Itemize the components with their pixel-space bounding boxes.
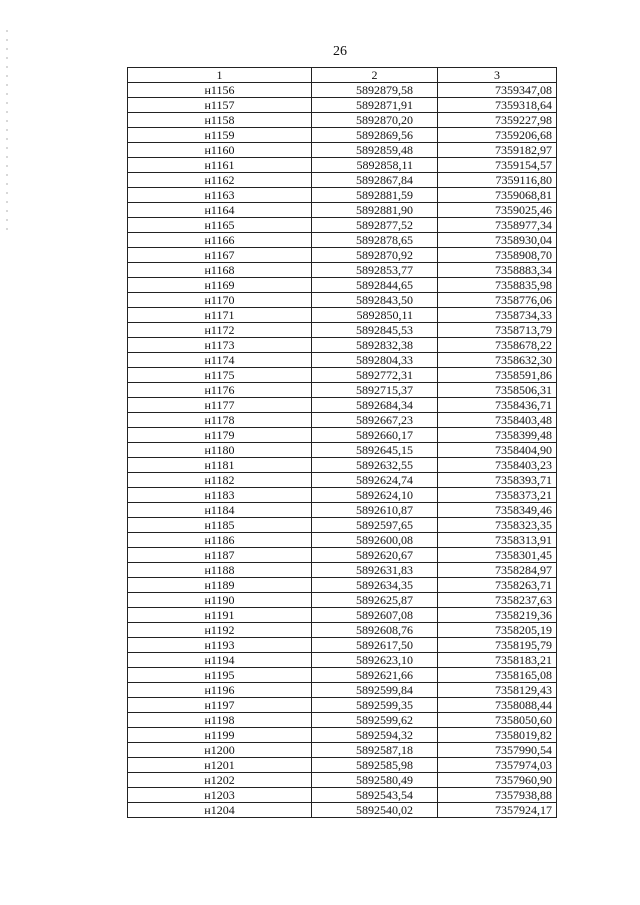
- y-coordinate-cell: 7358908,70: [438, 248, 557, 263]
- x-coordinate-cell: 5892804,33: [312, 353, 438, 368]
- table-row: [128, 323, 557, 338]
- table-row: [128, 713, 557, 728]
- y-coordinate-cell: 7358219,36: [438, 608, 557, 623]
- y-coordinate-cell: 7359347,08: [438, 83, 557, 98]
- scan-margin-marks: [6, 30, 8, 230]
- y-coordinate-cell: 7358263,71: [438, 578, 557, 593]
- point-id-cell: н1180: [128, 443, 312, 458]
- point-id-cell: н1189: [128, 578, 312, 593]
- table-row: [128, 458, 557, 473]
- table-row: [128, 578, 557, 593]
- point-id-cell: н1191: [128, 608, 312, 623]
- x-coordinate-cell: 5892599,62: [312, 713, 438, 728]
- table-row: [128, 803, 557, 818]
- x-coordinate-cell: 5892594,32: [312, 728, 438, 743]
- table-row: [128, 728, 557, 743]
- y-coordinate-cell: 7357974,03: [438, 758, 557, 773]
- table-row: [128, 398, 557, 413]
- x-coordinate-cell: 5892871,91: [312, 98, 438, 113]
- point-id-cell: н1186: [128, 533, 312, 548]
- y-coordinate-cell: 7358506,31: [438, 383, 557, 398]
- point-id-cell: н1184: [128, 503, 312, 518]
- y-coordinate-cell: 7358883,34: [438, 263, 557, 278]
- table-row: [128, 773, 557, 788]
- table-row: [128, 98, 557, 113]
- x-coordinate-cell: 5892867,84: [312, 173, 438, 188]
- table-row: [128, 188, 557, 203]
- x-coordinate-cell: 5892580,49: [312, 773, 438, 788]
- table-row: [128, 638, 557, 653]
- point-id-cell: н1166: [128, 233, 312, 248]
- point-id-cell: н1176: [128, 383, 312, 398]
- point-id-cell: н1195: [128, 668, 312, 683]
- point-id-cell: н1172: [128, 323, 312, 338]
- x-coordinate-cell: 5892587,18: [312, 743, 438, 758]
- x-coordinate-cell: 5892877,52: [312, 218, 438, 233]
- point-id-cell: н1168: [128, 263, 312, 278]
- table-row: [128, 548, 557, 563]
- table-row: [128, 563, 557, 578]
- point-id-cell: н1193: [128, 638, 312, 653]
- x-coordinate-cell: 5892859,48: [312, 143, 438, 158]
- table-row: [128, 233, 557, 248]
- y-coordinate-cell: 7358019,82: [438, 728, 557, 743]
- table-row: [128, 758, 557, 773]
- table-row: [128, 488, 557, 503]
- table-row: [128, 653, 557, 668]
- y-coordinate-cell: 7358776,06: [438, 293, 557, 308]
- table-row: [128, 143, 557, 158]
- y-coordinate-cell: 7358393,71: [438, 473, 557, 488]
- x-coordinate-cell: 5892660,17: [312, 428, 438, 443]
- point-id-cell: н1188: [128, 563, 312, 578]
- y-coordinate-cell: 7358088,44: [438, 698, 557, 713]
- x-coordinate-cell: 5892667,23: [312, 413, 438, 428]
- point-id-cell: н1194: [128, 653, 312, 668]
- x-coordinate-cell: 5892620,67: [312, 548, 438, 563]
- y-coordinate-cell: 7358301,45: [438, 548, 557, 563]
- x-coordinate-cell: 5892585,98: [312, 758, 438, 773]
- y-coordinate-cell: 7358237,63: [438, 593, 557, 608]
- table-row: [128, 383, 557, 398]
- y-coordinate-cell: 7359227,98: [438, 113, 557, 128]
- x-coordinate-cell: 5892853,77: [312, 263, 438, 278]
- x-coordinate-cell: 5892869,56: [312, 128, 438, 143]
- x-coordinate-cell: 5892632,55: [312, 458, 438, 473]
- table-row: [128, 593, 557, 608]
- y-coordinate-cell: 7358195,79: [438, 638, 557, 653]
- point-id-cell: н1161: [128, 158, 312, 173]
- x-coordinate-cell: 5892879,58: [312, 83, 438, 98]
- point-id-cell: н1199: [128, 728, 312, 743]
- y-coordinate-cell: 7358183,21: [438, 653, 557, 668]
- point-id-cell: н1197: [128, 698, 312, 713]
- point-id-cell: н1171: [128, 308, 312, 323]
- table-row: [128, 278, 557, 293]
- x-coordinate-cell: 5892881,90: [312, 203, 438, 218]
- y-coordinate-cell: 7358713,79: [438, 323, 557, 338]
- y-coordinate-cell: 7359068,81: [438, 188, 557, 203]
- x-coordinate-cell: 5892843,50: [312, 293, 438, 308]
- table-row: [128, 368, 557, 383]
- table-row: [128, 668, 557, 683]
- y-coordinate-cell: 7357990,54: [438, 743, 557, 758]
- y-coordinate-cell: 7358403,48: [438, 413, 557, 428]
- point-id-cell: н1163: [128, 188, 312, 203]
- y-coordinate-cell: 7358373,21: [438, 488, 557, 503]
- x-coordinate-cell: 5892617,50: [312, 638, 438, 653]
- x-coordinate-cell: 5892645,15: [312, 443, 438, 458]
- table-row: [128, 353, 557, 368]
- x-coordinate-cell: 5892624,10: [312, 488, 438, 503]
- point-id-cell: н1204: [128, 803, 312, 818]
- y-coordinate-cell: 7358404,90: [438, 443, 557, 458]
- point-id-cell: н1190: [128, 593, 312, 608]
- point-id-cell: н1158: [128, 113, 312, 128]
- point-id-cell: н1202: [128, 773, 312, 788]
- table-row: [128, 683, 557, 698]
- point-id-cell: н1165: [128, 218, 312, 233]
- table-row: [128, 503, 557, 518]
- x-coordinate-cell: 5892684,34: [312, 398, 438, 413]
- column-header-point: 1: [128, 68, 312, 83]
- point-id-cell: н1156: [128, 83, 312, 98]
- x-coordinate-cell: 5892610,87: [312, 503, 438, 518]
- point-id-cell: н1175: [128, 368, 312, 383]
- table-row: [128, 128, 557, 143]
- y-coordinate-cell: 7358284,97: [438, 563, 557, 578]
- table-row: [128, 428, 557, 443]
- x-coordinate-cell: 5892608,76: [312, 623, 438, 638]
- point-id-cell: н1159: [128, 128, 312, 143]
- table-header-row: [128, 68, 557, 83]
- x-coordinate-cell: 5892631,83: [312, 563, 438, 578]
- x-coordinate-cell: 5892623,10: [312, 653, 438, 668]
- table-row: [128, 623, 557, 638]
- y-coordinate-cell: 7358313,91: [438, 533, 557, 548]
- point-id-cell: н1174: [128, 353, 312, 368]
- table-row: [128, 263, 557, 278]
- point-id-cell: н1182: [128, 473, 312, 488]
- y-coordinate-cell: 7358403,23: [438, 458, 557, 473]
- x-coordinate-cell: 5892870,20: [312, 113, 438, 128]
- x-coordinate-cell: 5892832,38: [312, 338, 438, 353]
- x-coordinate-cell: 5892878,65: [312, 233, 438, 248]
- coordinates-table: [127, 67, 557, 818]
- table-row: [128, 158, 557, 173]
- x-coordinate-cell: 5892599,35: [312, 698, 438, 713]
- x-coordinate-cell: 5892715,37: [312, 383, 438, 398]
- y-coordinate-cell: 7358835,98: [438, 278, 557, 293]
- point-id-cell: н1170: [128, 293, 312, 308]
- point-id-cell: н1177: [128, 398, 312, 413]
- table-row: [128, 83, 557, 98]
- table-row: [128, 293, 557, 308]
- point-id-cell: н1196: [128, 683, 312, 698]
- point-id-cell: н1185: [128, 518, 312, 533]
- point-id-cell: н1200: [128, 743, 312, 758]
- x-coordinate-cell: 5892597,65: [312, 518, 438, 533]
- x-coordinate-cell: 5892540,02: [312, 803, 438, 818]
- y-coordinate-cell: 7359154,57: [438, 158, 557, 173]
- point-id-cell: н1157: [128, 98, 312, 113]
- y-coordinate-cell: 7359116,80: [438, 173, 557, 188]
- x-coordinate-cell: 5892881,59: [312, 188, 438, 203]
- y-coordinate-cell: 7359318,64: [438, 98, 557, 113]
- point-id-cell: н1179: [128, 428, 312, 443]
- y-coordinate-cell: 7357938,88: [438, 788, 557, 803]
- y-coordinate-cell: 7358349,46: [438, 503, 557, 518]
- table-body: [128, 83, 557, 818]
- point-id-cell: н1183: [128, 488, 312, 503]
- x-coordinate-cell: 5892607,08: [312, 608, 438, 623]
- table-row: [128, 698, 557, 713]
- x-coordinate-cell: 5892543,54: [312, 788, 438, 803]
- y-coordinate-cell: 7359206,68: [438, 128, 557, 143]
- point-id-cell: н1167: [128, 248, 312, 263]
- y-coordinate-cell: 7358050,60: [438, 713, 557, 728]
- table-row: [128, 743, 557, 758]
- point-id-cell: н1164: [128, 203, 312, 218]
- x-coordinate-cell: 5892845,53: [312, 323, 438, 338]
- x-coordinate-cell: 5892844,65: [312, 278, 438, 293]
- table-row: [128, 218, 557, 233]
- x-coordinate-cell: 5892772,31: [312, 368, 438, 383]
- table-row: [128, 173, 557, 188]
- table-row: [128, 308, 557, 323]
- y-coordinate-cell: 7358399,48: [438, 428, 557, 443]
- x-coordinate-cell: 5892625,87: [312, 593, 438, 608]
- point-id-cell: н1198: [128, 713, 312, 728]
- table-row: [128, 443, 557, 458]
- point-id-cell: н1160: [128, 143, 312, 158]
- x-coordinate-cell: 5892621,66: [312, 668, 438, 683]
- point-id-cell: н1192: [128, 623, 312, 638]
- y-coordinate-cell: 7358591,86: [438, 368, 557, 383]
- x-coordinate-cell: 5892600,08: [312, 533, 438, 548]
- y-coordinate-cell: 7357924,17: [438, 803, 557, 818]
- x-coordinate-cell: 5892870,92: [312, 248, 438, 263]
- y-coordinate-cell: 7358632,30: [438, 353, 557, 368]
- point-id-cell: н1181: [128, 458, 312, 473]
- point-id-cell: н1203: [128, 788, 312, 803]
- y-coordinate-cell: 7359182,97: [438, 143, 557, 158]
- point-id-cell: н1173: [128, 338, 312, 353]
- point-id-cell: н1201: [128, 758, 312, 773]
- x-coordinate-cell: 5892634,35: [312, 578, 438, 593]
- table-row: [128, 413, 557, 428]
- y-coordinate-cell: 7358436,71: [438, 398, 557, 413]
- y-coordinate-cell: 7358734,33: [438, 308, 557, 323]
- page-number: 26: [333, 44, 347, 59]
- point-id-cell: н1162: [128, 173, 312, 188]
- table-row: [128, 788, 557, 803]
- y-coordinate-cell: 7358323,35: [438, 518, 557, 533]
- y-coordinate-cell: 7358930,04: [438, 233, 557, 248]
- x-coordinate-cell: 5892858,11: [312, 158, 438, 173]
- table-row: [128, 248, 557, 263]
- table-row: [128, 533, 557, 548]
- column-header-y: 3: [438, 68, 557, 83]
- y-coordinate-cell: 7358205,19: [438, 623, 557, 638]
- point-id-cell: н1187: [128, 548, 312, 563]
- y-coordinate-cell: 7357960,90: [438, 773, 557, 788]
- table-row: [128, 608, 557, 623]
- y-coordinate-cell: 7358165,08: [438, 668, 557, 683]
- table-row: [128, 203, 557, 218]
- y-coordinate-cell: 7358678,22: [438, 338, 557, 353]
- point-id-cell: н1178: [128, 413, 312, 428]
- x-coordinate-cell: 5892850,11: [312, 308, 438, 323]
- y-coordinate-cell: 7359025,46: [438, 203, 557, 218]
- point-id-cell: н1169: [128, 278, 312, 293]
- table-row: [128, 473, 557, 488]
- table-row: [128, 518, 557, 533]
- column-header-x: 2: [312, 68, 438, 83]
- table-row: [128, 338, 557, 353]
- y-coordinate-cell: 7358129,43: [438, 683, 557, 698]
- table-row: [128, 113, 557, 128]
- y-coordinate-cell: 7358977,34: [438, 218, 557, 233]
- x-coordinate-cell: 5892624,74: [312, 473, 438, 488]
- x-coordinate-cell: 5892599,84: [312, 683, 438, 698]
